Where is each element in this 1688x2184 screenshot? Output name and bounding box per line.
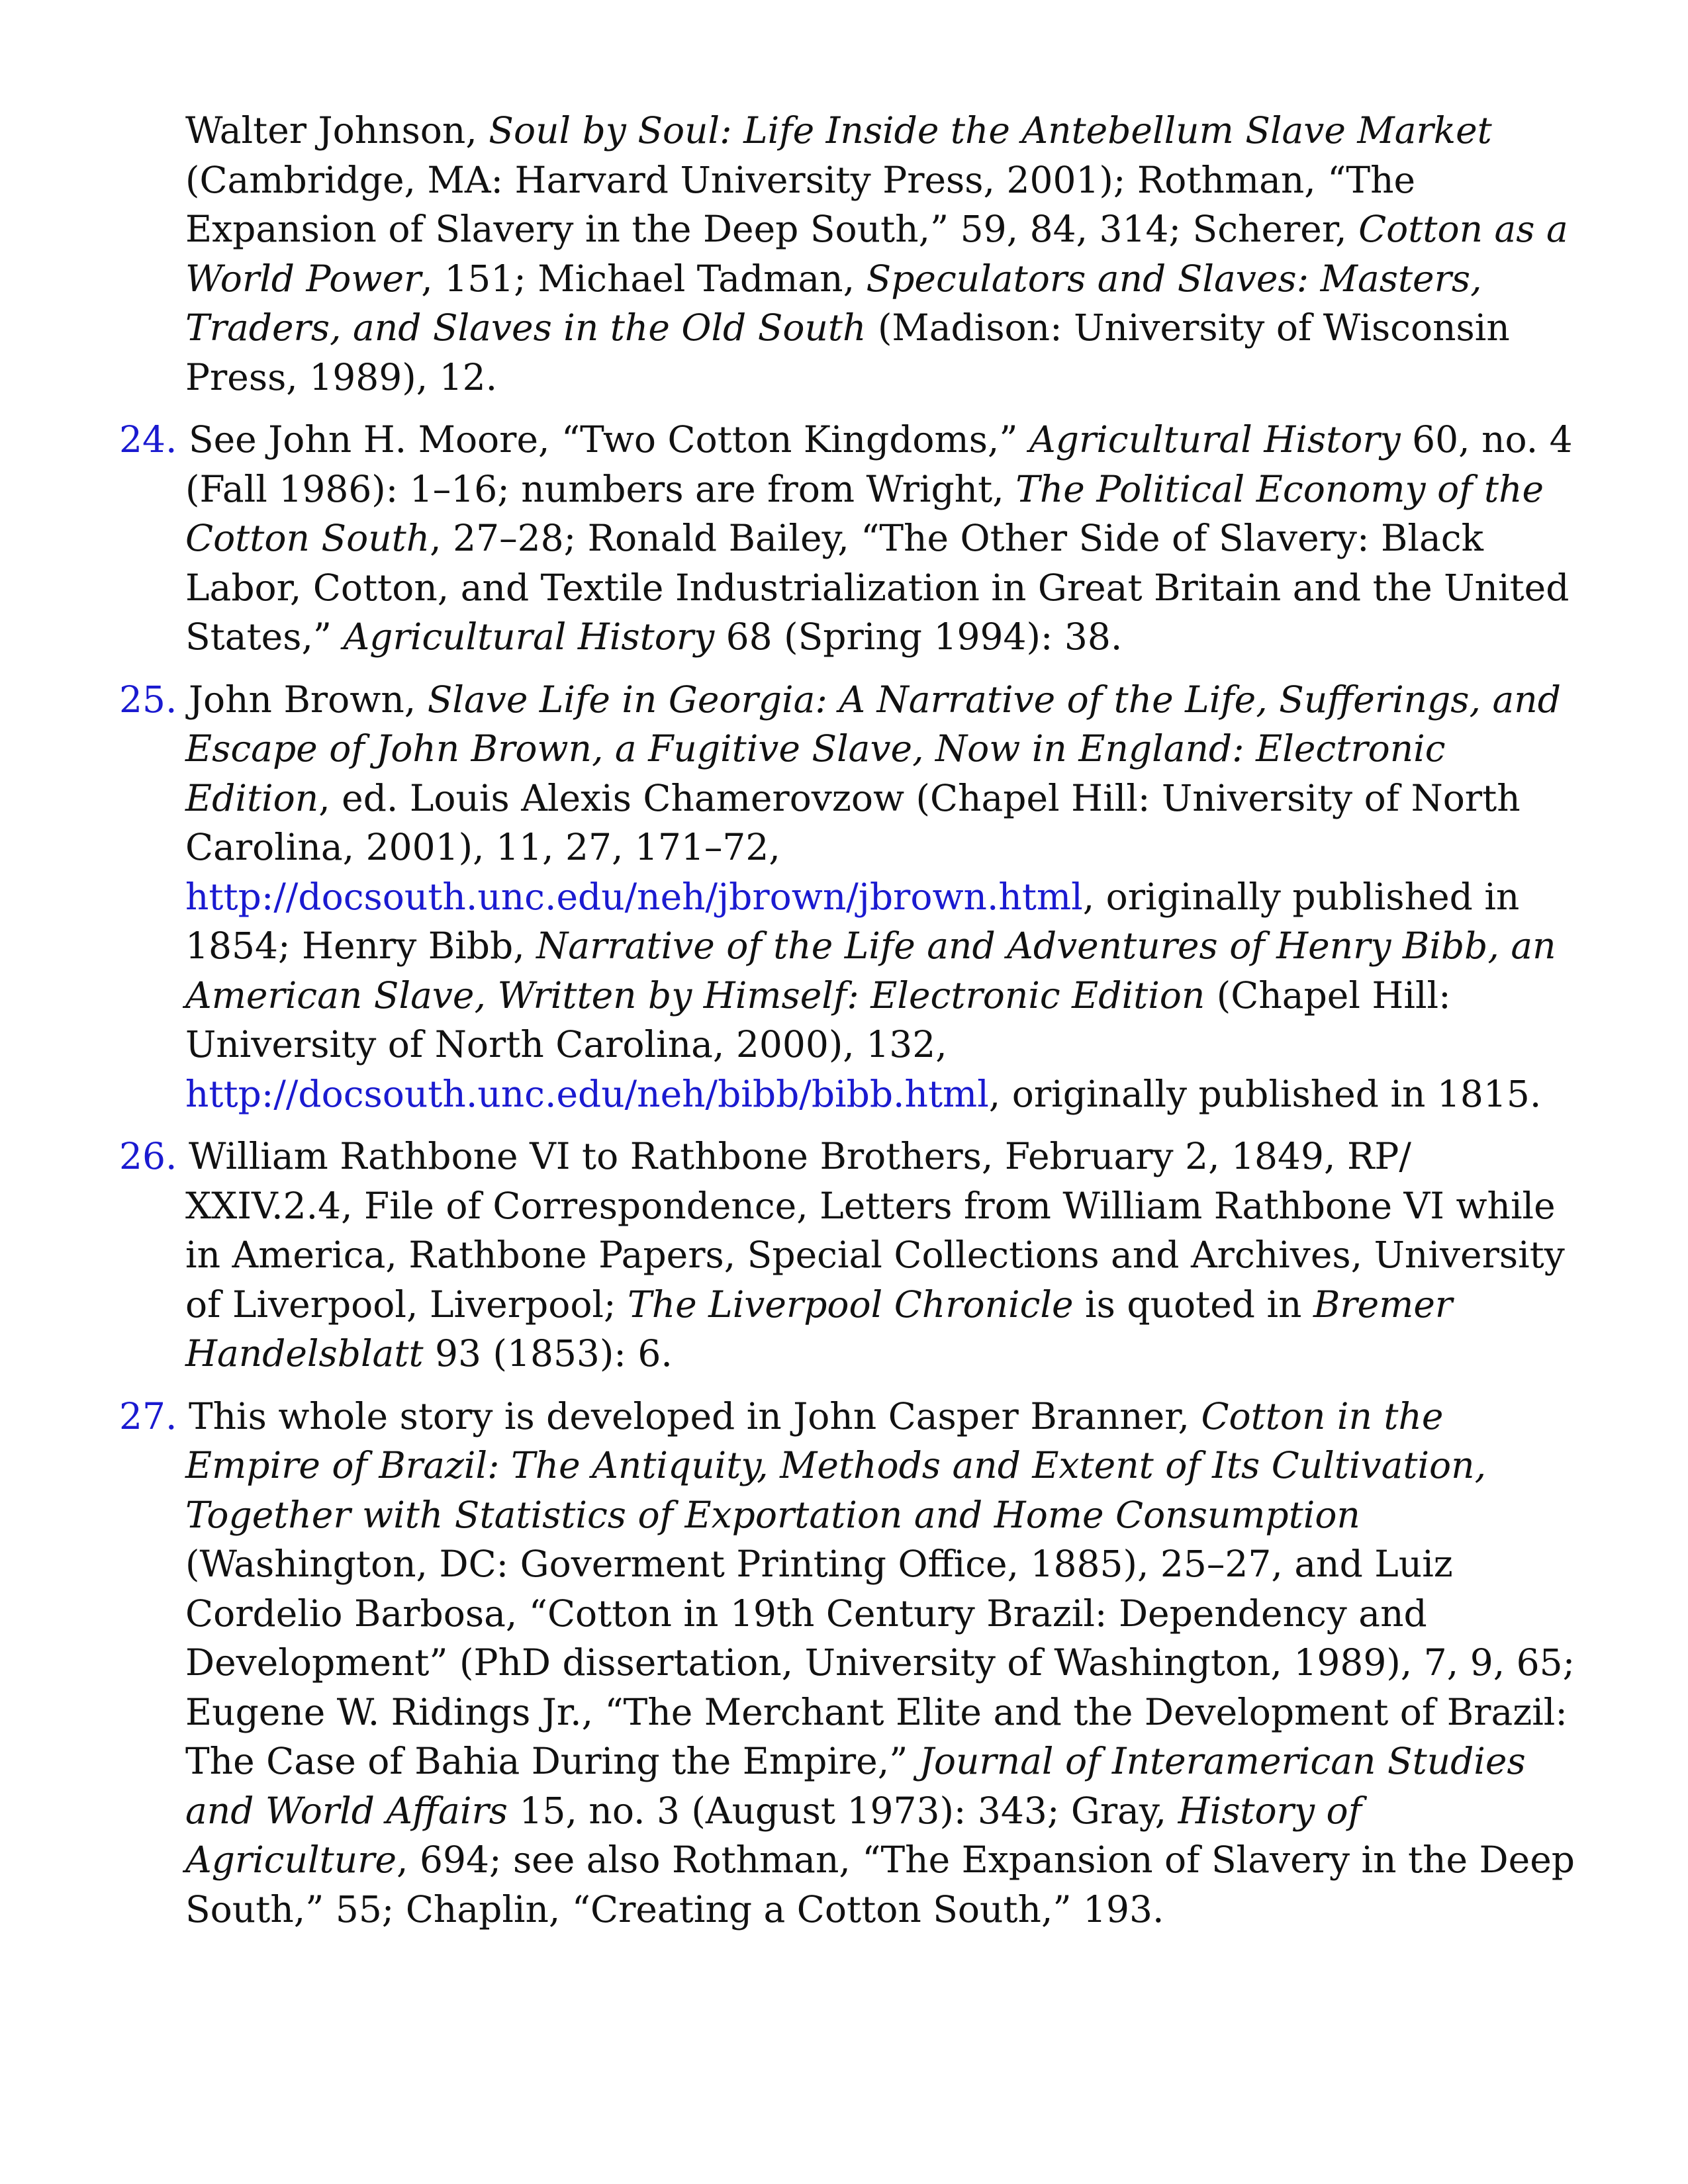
italic-title: History of Agriculture [185, 1789, 1362, 1881]
italic-title: The Political Economy of the Cotton South [185, 467, 1544, 559]
italic-title: Cotton in the Empire of Brazil: The Antiquity, Methods and Extent of Its Cultivation, Together with Statistics of Exportation and Home Consumption [185, 1394, 1487, 1536]
citation-link[interactable]: http://docsouth.unc.edu/neh/jbrown/jbrown.html [185, 875, 1083, 918]
citation-link[interactable]: http://docsouth.unc.edu/neh/bibb/bibb.html [185, 1072, 989, 1115]
citation-text: 15, no. 3 (August 1973): 343; Gray, [507, 1789, 1178, 1832]
citation-text: 60, no. 4 (Fall 1986): 1–16; numbers are from Wright, [185, 418, 1573, 510]
italic-title: Bremer Handelsblatt [185, 1283, 1453, 1375]
endnote-25 [119, 675, 1575, 1119]
italic-title: The Liverpool Chronicle [628, 1283, 1074, 1326]
endnote-continuation [119, 106, 1575, 402]
citation-text: , 151; Michael Tadman, [421, 257, 867, 300]
citation-text: John Brown, [188, 678, 428, 721]
endnote-number[interactable]: 25. [119, 678, 177, 721]
italic-title: Agricultural History [343, 615, 715, 658]
citation-text: , originally published in 1815. [988, 1072, 1542, 1115]
citation-text: , 27–28; Ronald Bailey, “The Other Side of Slavery: Black Labor, Cotton, and Textile Industrialization in Great Britain and the United States,” [185, 517, 1570, 658]
endnote-number[interactable]: 27. [119, 1394, 177, 1437]
citation-text: (Chapel Hill: University of North Carolina, 2000), 132, [185, 974, 1451, 1066]
citation-text: , 694; see also Rothman, “The Expansion of Slavery in the Deep South,” 55; Chaplin, “Creating a Cotton South,” 193. [185, 1839, 1575, 1931]
citation-text: 93 (1853): 6. [423, 1332, 673, 1375]
endnotes-list [119, 106, 1575, 1947]
citation-text: , originally published in 1854; Henry Bibb, [185, 875, 1520, 967]
italic-title: Narrative of the Life and Adventures of Henry Bibb, an American Slave, Written by Himself: Electronic Edition [185, 925, 1556, 1017]
citation-text: William Rathbone VI to Rathbone Brothers, February 2, 1849, RP/ XXIV.2.4, File of Correspondence, Letters from William Rathbone VI while in America, Rathbone Papers, Special Collections and Archives, University of Liverpool, Liverpool; [185, 1135, 1565, 1326]
citation-text: is quoted in [1073, 1283, 1313, 1326]
italic-title: Slave Life in Georgia: A Narrative of the Life, Sufferings, and Escape of John Brown, a Fugitive Slave, Now in England: Electronic Edition [185, 678, 1561, 819]
italic-title: Soul by Soul: Life Inside the Antebellum Slave Market [489, 109, 1492, 152]
citation-text: (Washington, DC: Goverment Printing Office, 1885), 25–27, and Luiz Cordelio Barbosa, “Cotton in 19th Century Brazil: Dependency and Development” (PhD dissertation, University of Washington, 1989), 7, 9, 65; Eugene W. Ridings Jr., “The Merchant Elite and the Development of Brazil: The Case of Bahia During the Empire,” [185, 1543, 1575, 1782]
citation-text: 68 (Spring 1994): 38. [714, 615, 1123, 658]
endnote-24 [119, 415, 1575, 662]
citation-text: This whole story is developed in John Casper Branner, [188, 1394, 1201, 1437]
citation-text: , ed. Louis Alexis Chamerovzow (Chapel Hill: University of North Carolina, 2001), 11, 27, 171–72, [185, 776, 1521, 868]
citation-text: (Madison: University of Wisconsin Press, 1989), 12. [185, 306, 1510, 398]
citation-text: (Cambridge, MA: Harvard University Press, 2001); Rothman, “The Expansion of Slavery in the Deep South,” 59, 84, 314; Scherer, [185, 158, 1416, 250]
citation-text: Walter Johnson, [185, 109, 489, 152]
endnote-27 [119, 1392, 1575, 1934]
italic-title: Agricultural History [1029, 418, 1401, 461]
italic-title: Speculators and Slaves: Masters, Traders, and Slaves in the Old South [185, 257, 1482, 349]
italic-title: Journal of Interamerican Studies and World Affairs [185, 1740, 1526, 1832]
endnote-26 [119, 1132, 1575, 1379]
endnote-number[interactable]: 24. [119, 418, 177, 461]
endnote-number[interactable]: 26. [119, 1135, 177, 1177]
italic-title: Cotton as a World Power [185, 208, 1568, 300]
citation-text: See John H. Moore, “Two Cotton Kingdoms,” [188, 418, 1030, 461]
